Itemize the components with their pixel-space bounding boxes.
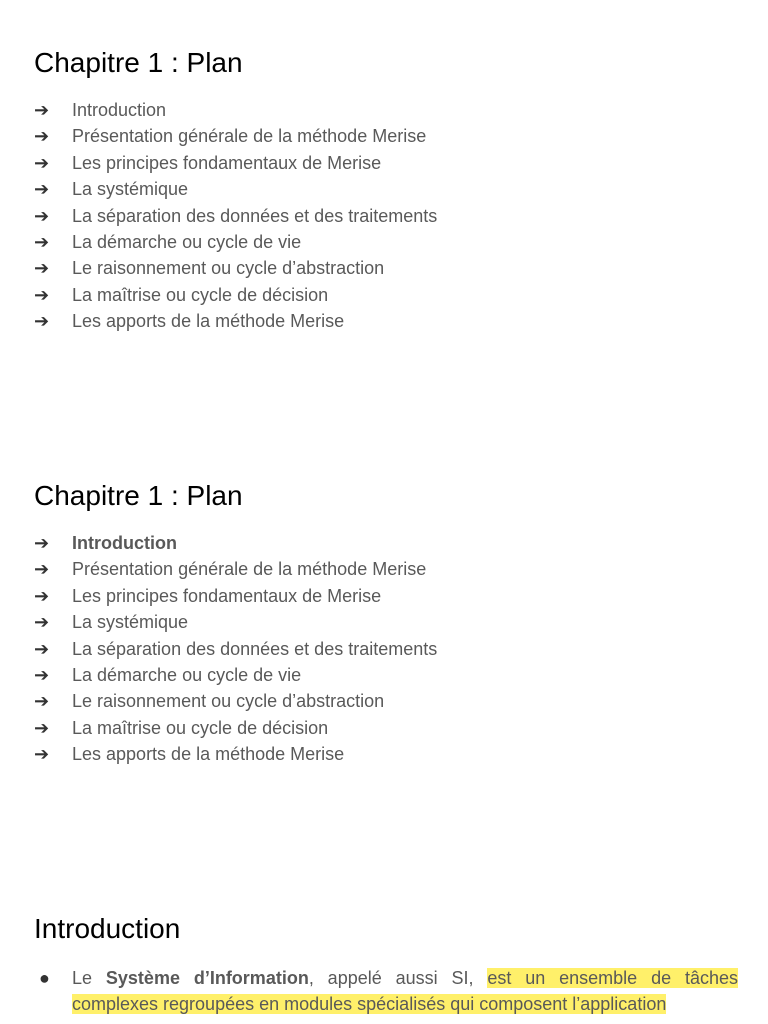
- bullet-bold-term: Système d’Information: [105, 968, 309, 988]
- right-arrow-icon: ➔: [34, 311, 50, 332]
- slide-plan-1: [34, 46, 738, 335]
- right-arrow-icon: ➔: [34, 691, 50, 712]
- plan-item: [34, 255, 738, 281]
- plan-item-label: La maîtrise ou cycle de décision: [72, 284, 329, 305]
- right-arrow-icon: ➔: [34, 126, 50, 147]
- plan-item: [34, 556, 738, 582]
- right-arrow-icon: ➔: [34, 559, 50, 580]
- plan-item-label: Introduction: [72, 100, 167, 120]
- bullet-dot-icon: ●: [39, 968, 50, 988]
- right-arrow-icon: ➔: [34, 585, 50, 606]
- plan-item: [34, 282, 738, 308]
- bullet-prefix: Le: [72, 968, 106, 988]
- plan-item-label: La démarche ou cycle de vie: [72, 665, 302, 686]
- plan-item: [34, 176, 738, 202]
- plan-item-label: La séparation des données et des traitements: [72, 638, 438, 659]
- plan-item: [34, 688, 738, 714]
- plan-list: [34, 530, 738, 768]
- plan-item: [34, 308, 738, 334]
- plan-item-label: La démarche ou cycle de vie: [72, 232, 302, 253]
- plan-item-label: Les apports de la méthode Merise: [72, 311, 345, 332]
- right-arrow-icon: ➔: [34, 284, 50, 305]
- plan-item-label: Introduction: [72, 533, 177, 553]
- plan-item: [34, 741, 738, 767]
- plan-item-label: Le raisonnement ou cycle d’abstraction: [72, 258, 385, 279]
- slide-introduction: [34, 912, 738, 1018]
- right-arrow-icon: ➔: [34, 665, 50, 686]
- plan-item-label: La maîtrise ou cycle de décision: [72, 717, 329, 738]
- plan-list: [34, 97, 738, 335]
- right-arrow-icon: ➔: [34, 744, 50, 765]
- right-arrow-icon: ➔: [34, 533, 50, 553]
- plan-item-label: Présentation générale de la méthode Merise: [72, 559, 427, 580]
- plan-item-label: Les apports de la méthode Merise: [72, 744, 345, 765]
- plan-item-label: Les principes fondamentaux de Merise: [72, 585, 382, 606]
- plan-item-label: Les principes fondamentaux de Merise: [72, 152, 382, 173]
- slide-title: Chapitre 1 : Plan: [34, 47, 243, 78]
- right-arrow-icon: ➔: [34, 205, 50, 226]
- plan-item: [34, 97, 738, 123]
- slide-title: Chapitre 1 : Plan: [34, 480, 243, 511]
- plan-item: [34, 123, 738, 149]
- plan-item: [34, 150, 738, 176]
- slide-title: Introduction: [34, 913, 181, 944]
- plan-item: [34, 229, 738, 255]
- highlighted-text: est un ensemble de tâches complexes regroupées en modules spécialisés qui composent l’application: [72, 968, 738, 1015]
- right-arrow-icon: ➔: [34, 152, 50, 173]
- plan-item: [34, 530, 738, 556]
- bullet-item: [34, 965, 738, 1018]
- plan-item: [34, 662, 738, 688]
- right-arrow-icon: ➔: [34, 179, 50, 200]
- plan-item-label: Présentation générale de la méthode Merise: [72, 126, 427, 147]
- plan-item: [34, 715, 738, 741]
- right-arrow-icon: ➔: [34, 638, 50, 659]
- plan-item-label: La systémique: [72, 179, 189, 200]
- bullet-list: [34, 965, 738, 1018]
- right-arrow-icon: ➔: [34, 232, 50, 253]
- plan-item: [34, 636, 738, 662]
- bullet-middle: , appelé aussi SI,: [308, 968, 488, 988]
- plan-item-label: Le raisonnement ou cycle d’abstraction: [72, 691, 385, 712]
- right-arrow-icon: ➔: [34, 717, 50, 738]
- plan-item: [34, 609, 738, 635]
- right-arrow-icon: ➔: [34, 258, 50, 279]
- plan-item-label: La systémique: [72, 612, 189, 633]
- plan-item: [34, 203, 738, 229]
- right-arrow-icon: ➔: [34, 612, 50, 633]
- plan-item: [34, 583, 738, 609]
- right-arrow-icon: ➔: [34, 100, 50, 120]
- slide-plan-2: [34, 479, 738, 768]
- plan-item-label: La séparation des données et des traitements: [72, 205, 438, 226]
